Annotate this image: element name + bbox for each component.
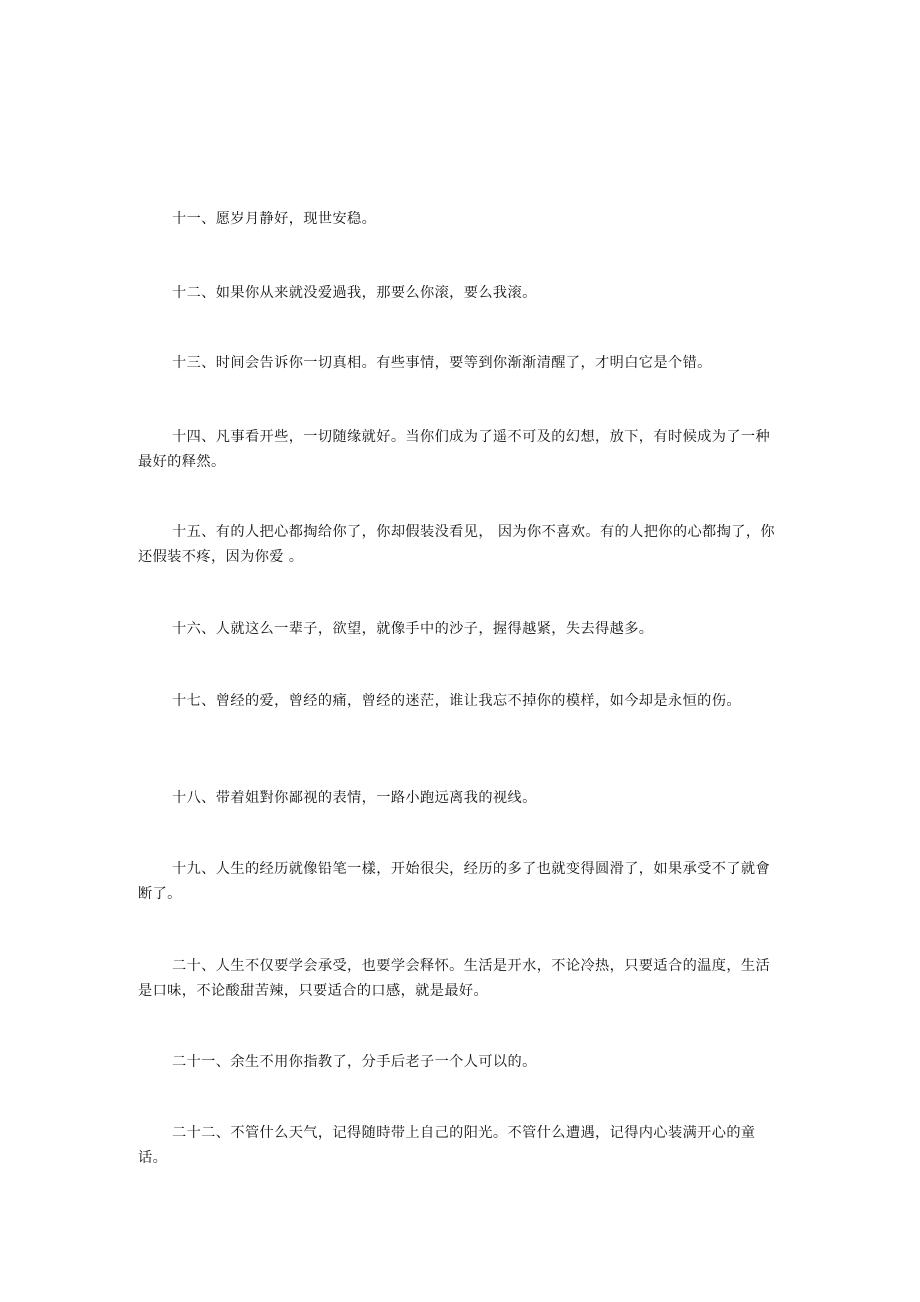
paragraph-12: 十二、如果你从来就没爱過我，那要么你滚，要么我滚。 <box>172 285 537 301</box>
paragraph-20: 二十、人生不仅要学会承受，也要学会释怀。生活是开水，不论冷热，只要适合的温度，生活是口味，不论酸甜苦辣，只要适合的口感，就是最好。 <box>138 958 771 999</box>
paragraph-21: 二十一、余生不用你指教了，分手后老子一个人可以的。 <box>172 1054 537 1070</box>
paragraph-13: 十三、时间会告诉你一切真相。有些事情，要等到你渐渐清醒了，才明白它是个错。 <box>172 355 712 371</box>
paragraph-22: 二十二、不管什么天气，记得随時带上自己的阳光。不管什么遭遇，记得内心装满开心的童话。 <box>138 1125 756 1166</box>
paragraph-11: 十一、愿岁月静好，现世安稳。 <box>172 211 377 227</box>
paragraph-15: 十五、有的人把心都掏给你了，你却假装没看见， 因为你不喜欢。有的人把你的心都掏了，你还假装不疼，因为你爱 。 <box>138 524 776 565</box>
paragraph-18: 十八、带着姐對你鄙视的表情，一路小跑远离我的视线。 <box>172 790 537 806</box>
paragraph-17: 十七、曾经的爱，曾经的痛，曾经的迷茫，谁让我忘不掉你的模样，如今却是永恒的伤。 <box>172 693 741 709</box>
paragraph-16: 十六、人就这么一辈子，欲望，就像手中的沙子，握得越紧，失去得越多。 <box>172 621 654 637</box>
paragraph-14: 十四、凡事看开些，一切随缘就好。当你们成为了遥不可及的幻想，放下，有时候成为了一种最好的释然。 <box>138 429 771 470</box>
paragraph-19: 十九、人生的经历就像铅笔一樣，开始很尖，经历的多了也就变得圆滑了，如果承受不了就會断了。 <box>138 861 771 902</box>
